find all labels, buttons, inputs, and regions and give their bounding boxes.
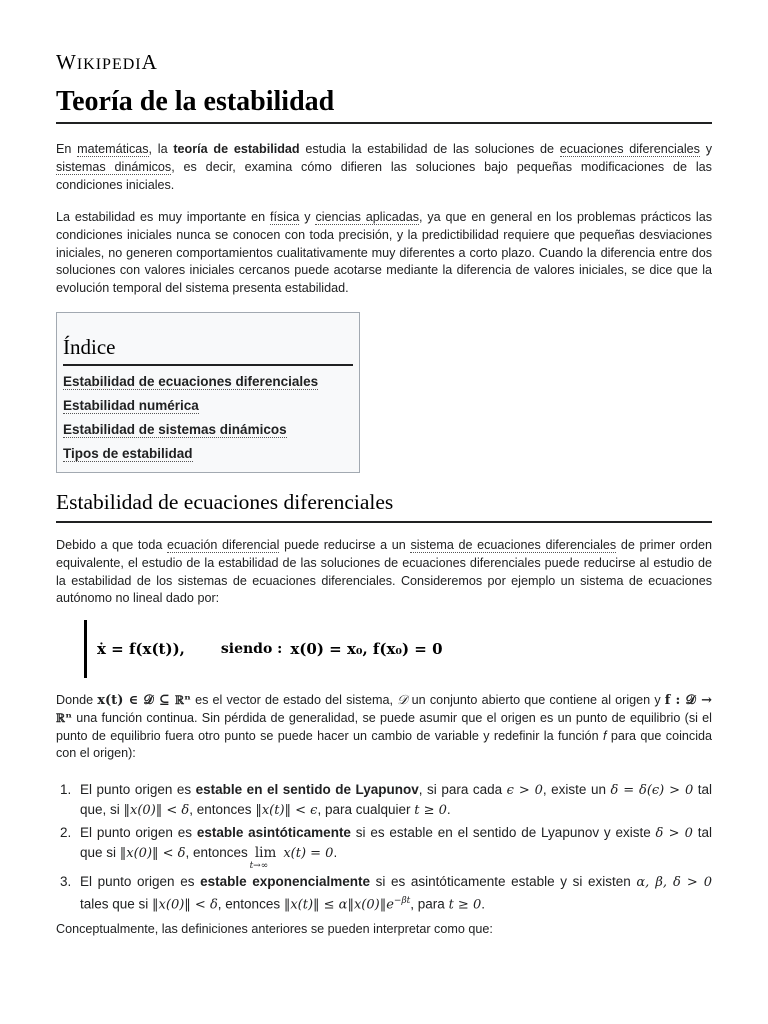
page-title: Teoría de la estabilidad bbox=[56, 86, 712, 124]
list-item: 1. El punto origen es estable en el sentido de Lyapunov, si para cada ϵ > 0, existe un δ = δ(ϵ) > 0 tal que, si ‖x(0)‖ < δ, entonces ‖x(t)‖ < ϵ, para cualquier t ≥ 0. bbox=[60, 782, 712, 818]
section-heading: Estabilidad de ecuaciones diferenciales bbox=[56, 490, 712, 523]
math-state-vector: x(t) ∈ 𝒟 ⊆ ℝⁿ bbox=[97, 693, 191, 708]
toc-item-estabilidad-ecuaciones[interactable]: Estabilidad de ecuaciones diferenciales bbox=[63, 374, 319, 389]
toc-title: Índice bbox=[63, 335, 353, 366]
equation-right: x(0) = x₀, f(x₀) = 0 bbox=[290, 640, 443, 658]
section-paragraph-1: Debido a que toda ecuación diferencial puede reducirse a un sistema de ecuaciones diferenciales de primer orden equivalente, el estudio de la estabilidad de las soluciones de ecuaciones diferenciales puede reducirse al estudio de la estabilidad de los sistemas de ecuaciones diferenciales. Consideremos por ejemplo un sistema de ecuaciones autónomo no lineal dado por: bbox=[56, 538, 712, 606]
list-item: 3. El punto origen es estable exponencialmente si es asintóticamente estable y si existen α, β, δ > 0 tales que si ‖x(0)‖ < δ, entonces ‖x(t)‖ ≤ $\alpha‖x(0)‖e^{-\beta t}$, para t ≥ 0. bbox=[60, 874, 712, 913]
link-fisica[interactable]: física bbox=[270, 210, 300, 224]
toc-item-estabilidad-numerica[interactable]: Estabilidad numérica bbox=[63, 398, 199, 413]
link-sistemas-dinamicos[interactable]: sistemas dinámicos bbox=[56, 159, 172, 174]
table-of-contents bbox=[56, 312, 360, 473]
intro-paragraph-2: La estabilidad es muy importante en física y ciencias aplicadas, ya que en general en los problemas prácticos las condiciones iniciales nunca se conocen con toda precisión, y la predictibilidad requiere que pequeñas desviaciones iniciales, no generen comportamientos cualitativamente muy diferentes a corto plazo. Cuando la diferencia entre dos soluciones con valores iniciales cercanos puede acotarse mediante la diferencia de valores iniciales, se dice que la evolución temporal del sistema presenta estabilidad. bbox=[56, 210, 712, 296]
link-ecuacion-diferencial[interactable]: ecuación diferencial bbox=[166, 538, 280, 552]
list-item: 2. El punto origen es estable asintóticamente si es estable en el sentido de Lyapunov y existe δ > 0 tal que si ‖x(0)‖ < δ, entonces lim t→∞ x(t) = 0. bbox=[60, 825, 712, 871]
link-ecuaciones-diferenciales[interactable]: ecuaciones diferenciales bbox=[559, 142, 700, 156]
stability-definitions-list bbox=[56, 780, 712, 918]
equation-block bbox=[84, 620, 484, 678]
closing-paragraph: Conceptualmente, las definiciones anteriores se pueden interpretar como que: bbox=[56, 922, 493, 936]
link-ciencias-aplicadas[interactable]: ciencias aplicadas bbox=[315, 210, 420, 224]
wikipedia-logo[interactable]: WIKIPEDIA bbox=[56, 50, 158, 74]
toc-item-tipos-estabilidad[interactable]: Tipos de estabilidad bbox=[63, 446, 193, 461]
intro-paragraph-1: En matemáticas, la teoría de estabilidad estudia la estabilidad de las soluciones de ecuaciones diferenciales y sistemas dinámicos, es decir, examina cómo difieren las soluciones bajo pequeñas modificaciones de las condiciones iniciales. bbox=[56, 142, 713, 192]
link-sistema-ecuaciones-diferenciales[interactable]: sistema de ecuaciones diferenciales bbox=[410, 538, 617, 552]
link-matematicas[interactable]: matemáticas bbox=[77, 142, 149, 156]
math-domain: 𝒟 bbox=[397, 693, 408, 708]
math-function: f : 𝒟 → ℝⁿ bbox=[56, 693, 712, 726]
equation-siendo: siendo : bbox=[220, 641, 283, 657]
limit-operator: lim t→∞ bbox=[249, 845, 277, 871]
toc-item-estabilidad-sistemas[interactable]: Estabilidad de sistemas dinámicos bbox=[63, 422, 287, 437]
equation-left: ẋ = f(x(t)), bbox=[97, 640, 185, 658]
toc-list bbox=[63, 372, 353, 468]
section-paragraph-2: Donde x(t) ∈ 𝒟 ⊆ ℝⁿ es el vector de estado del sistema, 𝒟 un conjunto abierto que contiene al origen y f : 𝒟 → ℝⁿ una función continua. Sin pérdida de generalidad, se puede asumir que el origen es un punto de equilibrio (si el punto de equilibrio fuera otro punto se puede hacer un cambio de variable y redefinir la función f para que coincida con el origen): bbox=[56, 693, 712, 761]
